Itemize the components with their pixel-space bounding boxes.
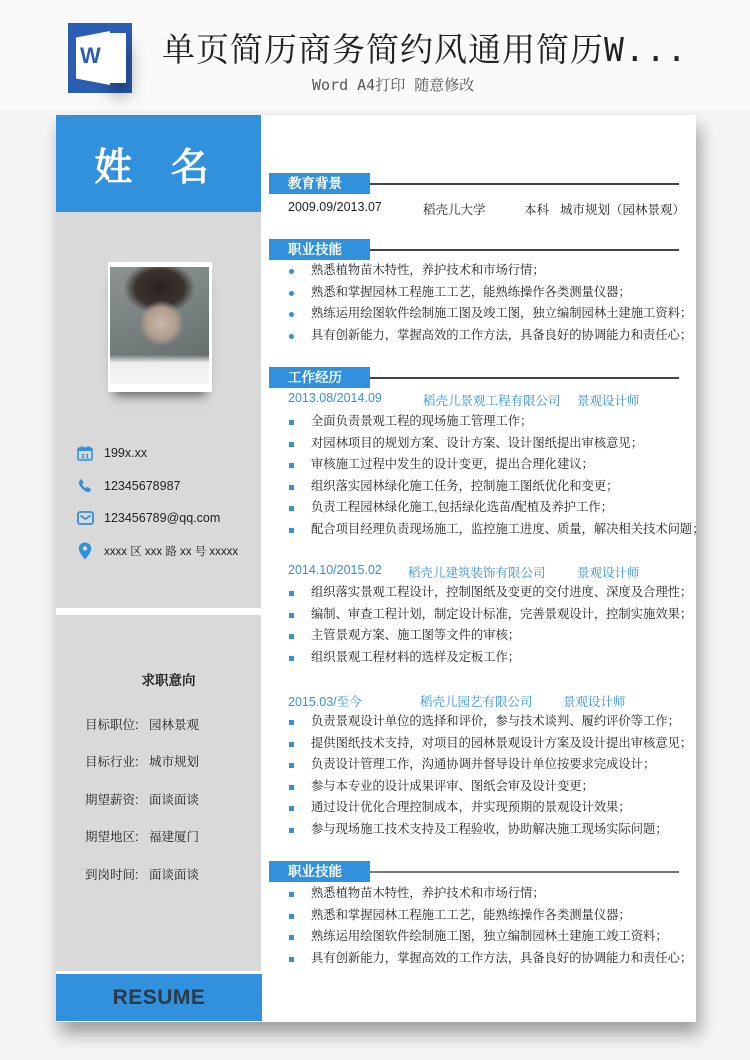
job-header (288, 391, 688, 411)
section-header-skills-bottom (269, 861, 679, 883)
section-title: 职业技能 (269, 861, 370, 882)
duty-item: 负责景观设计单位的选择和评价，参与技术谈判、履约评价等工作； (284, 711, 684, 733)
skill-item: 具有创新能力，掌握高效的工作方法，具备良好的协调能力和责任心； (284, 325, 684, 347)
job-role: 景观设计师 (563, 695, 626, 709)
intent-value: 城市规划 (149, 755, 200, 770)
job-duties-list (284, 582, 693, 668)
intent-row-position (85, 705, 199, 743)
education-period: 2009.09/2013.07 (288, 200, 382, 214)
duty-item: 组织落实园林绿化施工任务，控制施工图纸优化和变更； (284, 476, 684, 498)
word-icon (68, 23, 132, 93)
skill-item: 熟悉和掌握园林工程施工工艺，能熟练操作各类测量仪器； (284, 282, 684, 304)
contact-phone (76, 470, 238, 503)
intent-label: 到岗时间: (85, 867, 139, 882)
intent-value: 面谈面谈 (149, 792, 200, 807)
job-duties-list (284, 411, 705, 540)
candidate-name: 姓 名 (56, 115, 261, 212)
education-school: 稻壳儿大学 (423, 203, 486, 217)
resume-label: RESUME (56, 974, 262, 1021)
contact-birthdate-value: 199x.xx (104, 446, 148, 461)
skills-list-bottom (284, 883, 693, 969)
contact-address-value: xxxx 区 xxx 路 xx 号 xxxxx (104, 545, 239, 558)
contact-birthdate (76, 437, 238, 470)
section-divider (370, 871, 679, 873)
education-degree: 本科 (524, 203, 550, 217)
contact-list (76, 437, 238, 567)
intent-row-region (85, 818, 199, 856)
svg-text:31: 31 (80, 452, 90, 461)
skill-item: 熟练运用绘图软件绘制施工图及竣工图，独立编制园林土建施工资料； (284, 303, 684, 325)
job-intent-panel (56, 615, 261, 971)
job-role: 景观设计师 (577, 394, 640, 408)
duty-item: 参与本专业的设计成果评审、图纸会审及设计变更； (284, 776, 684, 798)
job-header (288, 692, 688, 712)
duty-item: 提供图纸技术支持，对项目的园林景观设计方案及设计提出审核意见； (284, 733, 684, 755)
photo-frame (108, 262, 212, 392)
contact-phone-value: 12345678987 (104, 478, 181, 493)
resume-sidebar (56, 115, 261, 1022)
intent-row-industry (85, 743, 199, 781)
intent-value: 园林景观 (149, 717, 200, 732)
intent-row-start-date (85, 855, 199, 893)
contact-address (76, 535, 238, 568)
skills-list (284, 260, 693, 346)
duty-item: 参与现场施工技术支持及工程验收，协助解决施工现场实际问题； (284, 819, 684, 841)
job-company: 稻壳儿园艺有限公司 (420, 695, 533, 709)
skill-item: 熟练运用绘图软件绘制施工图，独立编制园林土建施工竣工资料； (284, 926, 684, 948)
job-intent-title: 求职意向 (141, 673, 196, 688)
duty-item: 负责设计管理工作，沟通协调并督导设计单位按要求完成设计； (284, 754, 684, 776)
job-company: 稻壳儿建筑装饰有限公司 (408, 566, 546, 580)
intent-label: 期望地区: (85, 830, 139, 845)
resume-main (261, 115, 705, 1022)
location-pin-icon (76, 542, 94, 560)
education-major: 城市规划（园林景观） (560, 203, 686, 217)
duty-item: 对园林项目的规划方案、设计方案、设计图纸提出审核意见； (284, 433, 684, 455)
section-divider (370, 249, 679, 251)
duty-item: 审核施工过程中发生的设计变更，提出合理化建议； (284, 454, 684, 476)
preview-banner (0, 0, 750, 110)
portrait-photo (110, 267, 209, 384)
intent-label: 目标行业: (85, 755, 139, 770)
section-header-work (269, 367, 679, 389)
duty-item: 主管景观方案、施工图等文件的审核； (284, 625, 684, 647)
resume-page (56, 115, 705, 1022)
section-title: 教育背景 (269, 173, 370, 194)
job-duties-list (284, 711, 693, 840)
mail-icon (76, 509, 94, 527)
contact-email (76, 502, 238, 535)
duty-item: 组织落实景观工程设计，控制图纸及变更的交付进度、深度及合理性； (284, 582, 684, 604)
job-intent-list (85, 705, 199, 893)
skill-item: 熟悉和掌握园林工程施工工艺，能熟练操作各类测量仪器； (284, 905, 684, 927)
skill-item: 熟悉植物苗木特性，养护技术和市场行情； (284, 883, 684, 905)
duty-item: 编制、审查工程计划，制定设计标准，完善景观设计，控制实施效果； (284, 604, 684, 626)
section-title: 工作经历 (269, 367, 370, 388)
job-header (288, 563, 688, 583)
word-icon-letter: W (80, 43, 101, 68)
section-divider (370, 183, 679, 185)
job-period: 2015.03/至今 (288, 695, 362, 709)
contact-email-value: 123456789@qq.com (104, 511, 221, 526)
section-title: 职业技能 (269, 239, 370, 260)
skill-item: 具有创新能力，掌握高效的工作方法，具备良好的协调能力和责任心； (284, 948, 684, 970)
duty-item: 全面负责景观工程的现场施工管理工作； (284, 411, 684, 433)
section-divider (370, 377, 679, 379)
phone-icon (76, 477, 94, 495)
section-header-skills (269, 239, 679, 261)
calendar-icon (76, 444, 94, 462)
job-period: 2014.10/2015.02 (288, 563, 382, 577)
word-icon-lines (110, 37, 124, 73)
duty-item: 通过设计优化合理控制成本，并实现预期的景观设计效果； (284, 797, 684, 819)
job-role: 景观设计师 (577, 566, 640, 580)
document-title: 单页简历商务简约风通用简历W... (162, 30, 688, 69)
intent-row-salary (85, 780, 199, 818)
contact-panel (56, 212, 261, 608)
intent-label: 目标职位: (85, 717, 139, 732)
section-header-education (269, 173, 679, 195)
document-subtitle: Word A4打印 随意修改 (312, 76, 475, 94)
skill-item: 熟悉植物苗木特性，养护技术和市场行情； (284, 260, 684, 282)
duty-item: 配合项目经理负责现场施工，监控施工进度、质量，解决相关技术问题； (284, 519, 684, 541)
intent-value: 面谈面谈 (149, 867, 200, 882)
duty-item: 负责工程园林绿化施工,包括绿化选苗/配植及养护工作； (284, 497, 684, 519)
job-company: 稻壳儿景观工程有限公司 (423, 394, 561, 408)
job-period: 2013.08/2014.09 (288, 391, 382, 405)
intent-value: 福建厦门 (149, 830, 200, 845)
duty-item: 组织景观工程材料的选样及定板工作； (284, 647, 684, 669)
intent-label: 期望薪资: (85, 792, 139, 807)
